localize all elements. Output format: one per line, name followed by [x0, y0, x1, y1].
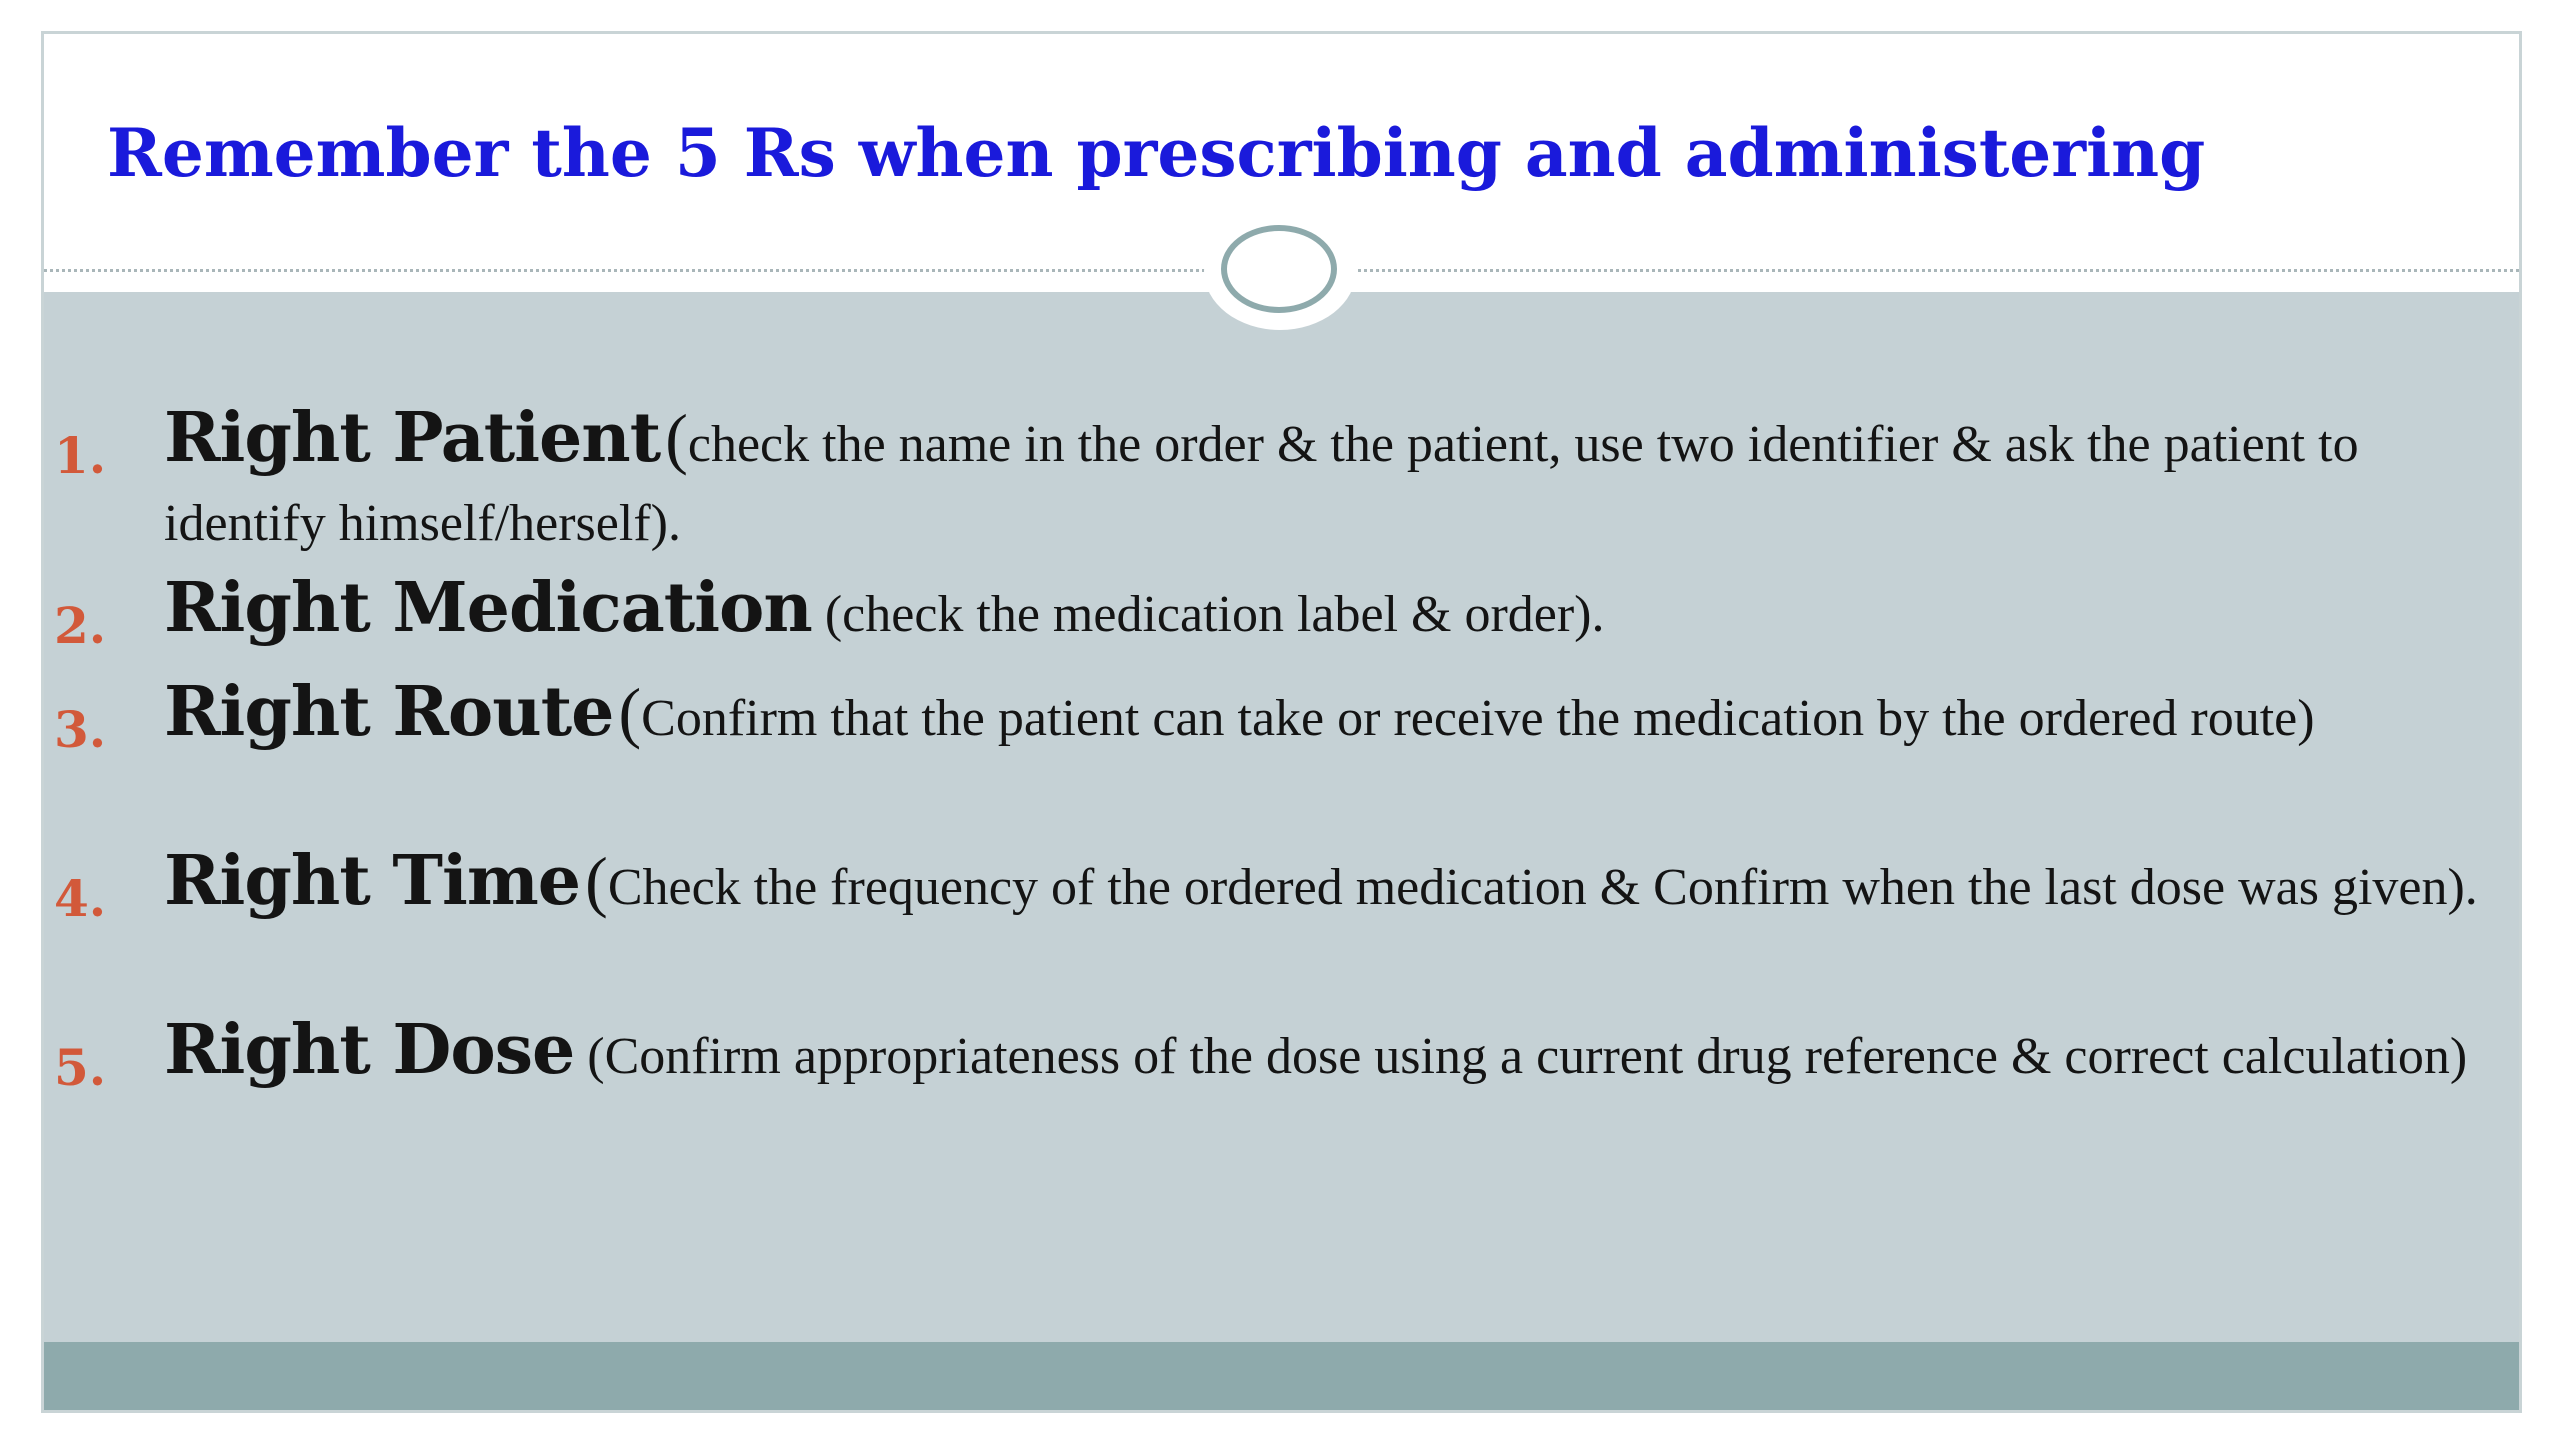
list-number: 1.: [54, 426, 107, 485]
slide-title: Remember the 5 Rs when prescribing and administering: [107, 114, 2206, 192]
list-item-detail: (check the medication label & order).: [811, 586, 1605, 643]
content-area: [44, 292, 2519, 1346]
list-item-detail: Check the frequency of the ordered medication & Confirm when the last dose was given).: [607, 859, 2478, 916]
list-item-text: [164, 841, 2494, 933]
footer-bar: [44, 1342, 2519, 1410]
list-number: 5.: [54, 1038, 107, 1097]
list-item-heading: Right Time: [164, 841, 581, 921]
list-item-detail: (Confirm appropriateness of the dose using a current drug reference & correct calculation): [574, 1028, 2468, 1085]
list-item-heading: Right Route: [164, 672, 614, 752]
list-number: 2.: [54, 596, 107, 655]
list-item-detail: check the name in the order & the patient, use two identifier & ask the patient to identify himself/herself).: [164, 416, 2359, 552]
list-item-text: [164, 398, 2494, 569]
list-item-text: [164, 1010, 2494, 1102]
list-item-detail: Confirm that the patient can take or receive the medication by the ordered route): [641, 690, 2315, 747]
open-paren: (: [665, 400, 688, 476]
slide: [41, 31, 2522, 1413]
open-paren: (: [585, 843, 608, 919]
open-paren: (: [618, 674, 642, 750]
list-number: 4.: [54, 869, 107, 928]
list-item-text: [164, 672, 2494, 764]
list-item-text: [164, 568, 2494, 660]
list-item-heading: Right Patient: [164, 398, 661, 478]
list-item-heading: Right Dose: [164, 1010, 575, 1090]
list-number: 3.: [54, 700, 107, 759]
list-item-heading: Right Medication: [164, 568, 812, 648]
divider-ornament-center: [1228, 232, 1330, 306]
